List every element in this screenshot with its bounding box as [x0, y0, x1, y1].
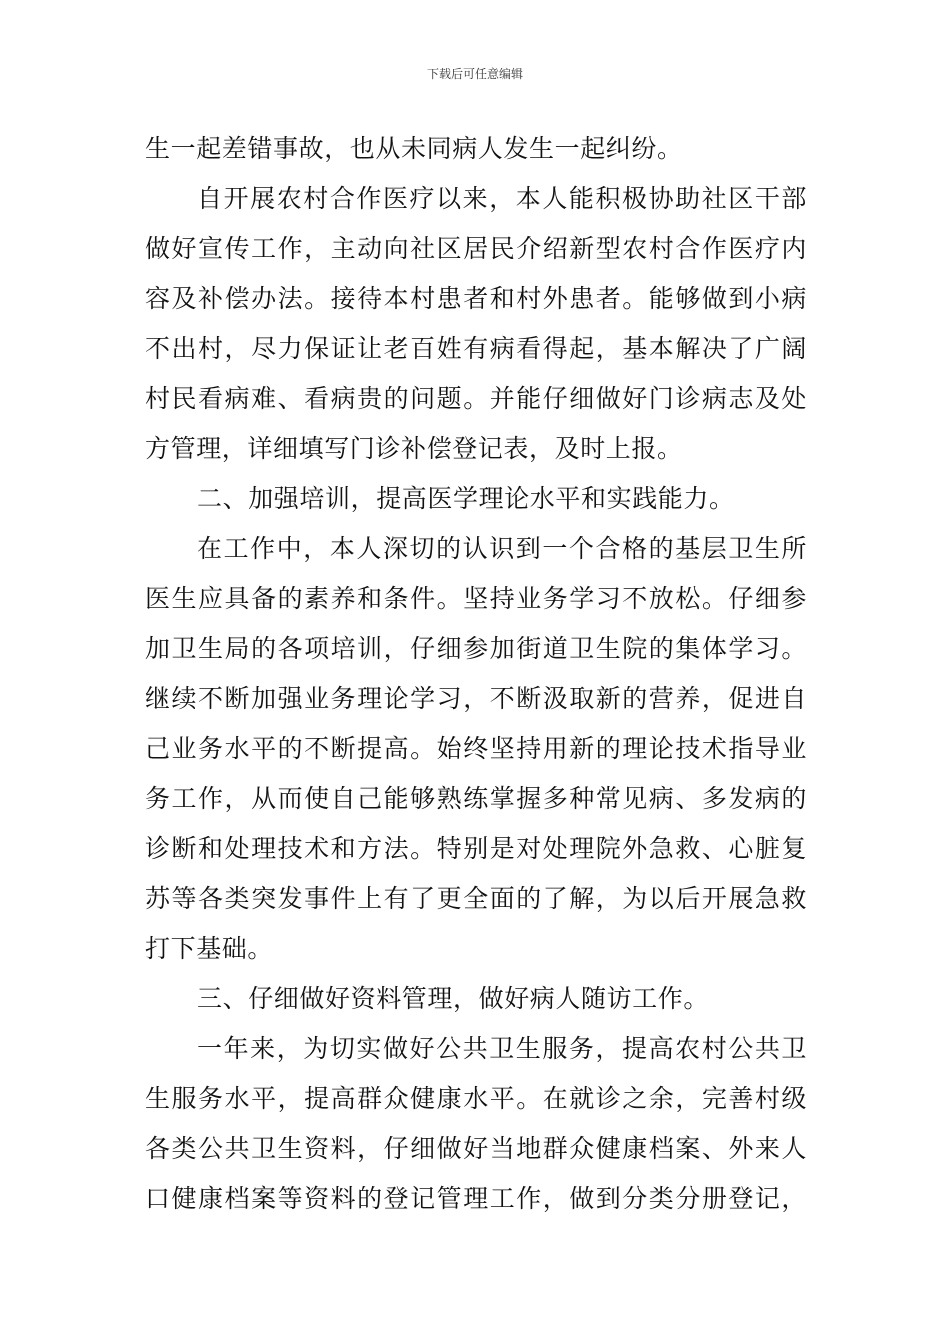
text-line: 苏等各类突发事件上有了更全面的了解，为以后开展急救 — [145, 884, 807, 913]
text-line: 不出村，尽力保证让老百姓有病看得起，基本解决了广阔 — [145, 334, 807, 363]
text-line: 继续不断加强业务理论学习，不断汲取新的营养，促进自 — [145, 684, 807, 713]
text-line: 生服务水平，提高群众健康水平。在就诊之余，完善村级 — [145, 1084, 807, 1113]
page-header: 下载后可任意编辑 — [426, 67, 523, 81]
text-line: 自开展农村合作医疗以来，本人能积极协助社区干部 — [197, 184, 807, 213]
text-line: 生一起差错事故，也从未同病人发生一起纠纷。 — [145, 134, 683, 163]
document-body — [145, 124, 807, 1224]
text-line: 在工作中，本人深切的认识到一个合格的基层卫生所 — [197, 534, 807, 563]
text-line: 口健康档案等资料的登记管理工作，做到分类分册登记， — [145, 1184, 807, 1213]
text-line: 做好宣传工作，主动向社区居民介绍新型农村合作医疗内 — [145, 234, 807, 263]
text-line: 三、仔细做好资料管理，做好病人随访工作。 — [197, 984, 710, 1013]
text-line: 医生应具备的素养和条件。坚持业务学习不放松。仔细参 — [145, 584, 807, 613]
text-line: 打下基础。 — [145, 934, 274, 963]
text-line: 村民看病难、看病贵的问题。并能仔细做好门诊病志及处 — [145, 384, 807, 413]
text-line: 己业务水平的不断提高。始终坚持用新的理论技术指导业 — [145, 734, 807, 763]
text-line: 一年来，为切实做好公共卫生服务，提高农村公共卫 — [197, 1034, 807, 1063]
text-line: 务工作，从而使自己能够熟练掌握多种常见病、多发病的 — [145, 784, 807, 813]
text-line: 诊断和处理技术和方法。特别是对处理院外急救、心脏复 — [145, 834, 807, 863]
text-line: 二、加强培训，提高医学理论水平和实践能力。 — [197, 484, 735, 513]
text-line: 各类公共卫生资料，仔细做好当地群众健康档案、外来人 — [145, 1134, 807, 1163]
text-line: 加卫生局的各项培训，仔细参加街道卫生院的集体学习。 — [145, 634, 807, 663]
text-line: 方管理，详细填写门诊补偿登记表，及时上报。 — [145, 434, 683, 463]
text-line: 容及补偿办法。接待本村患者和村外患者。能够做到小病 — [145, 284, 807, 313]
